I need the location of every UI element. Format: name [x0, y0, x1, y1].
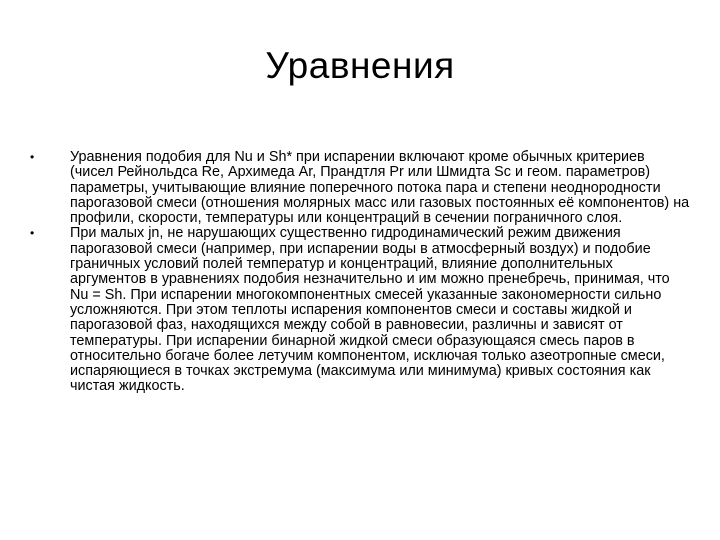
- list-item: [30, 226, 690, 394]
- bullet-icon: •: [30, 150, 35, 164]
- bullet-icon: •: [30, 226, 35, 241]
- list-item: [30, 150, 690, 226]
- bullet-text: Уравнения подобия для Nu и Sh* при испарении включают кроме обычных критериев (чисел Рейнольдса Re, Архимеда Ar, Прандтля Pr или Шмидта Sc и геом. параметров) параметры, учитывающие влияние поперечного потока пара и степени неоднородности парогазовой смеси (отношения молярных масс или газовых постоянных её компонентов) на профили, скорости, температуры или концентраций в сечении пограничного слоя.: [70, 149, 690, 227]
- bullet-list: [30, 150, 690, 395]
- slide-title: Уравнения: [265, 45, 455, 86]
- bullet-text: При малых jn, не нарушающих существенно гидродинамический режим движения парогазовой смеси (например, при испарении воды в атмосферный воздух) и подобие граничных условий полей температур и концентраций, влияние дополнительных аргументов в уравнениях подобия незначительно и им можно пренебречь, принимая, что Nu = Sh. При испарении многокомпонентных смесей указанные закономерности сильно усложняются. При этом теплоты испарения компонентов смеси и составы жидкой и парогазовой фаз, находящихся между собой в равновесии, различны и зависят от температуры. При испарении бинарной жидкой смеси образующаяся смесь паров в относительно богаче более летучим компонентом, исключая только азеотропные смеси, испаряющиеся в точках экстремума (максимума или минимума) кривых состояния как чистая жидкость.: [70, 225, 670, 395]
